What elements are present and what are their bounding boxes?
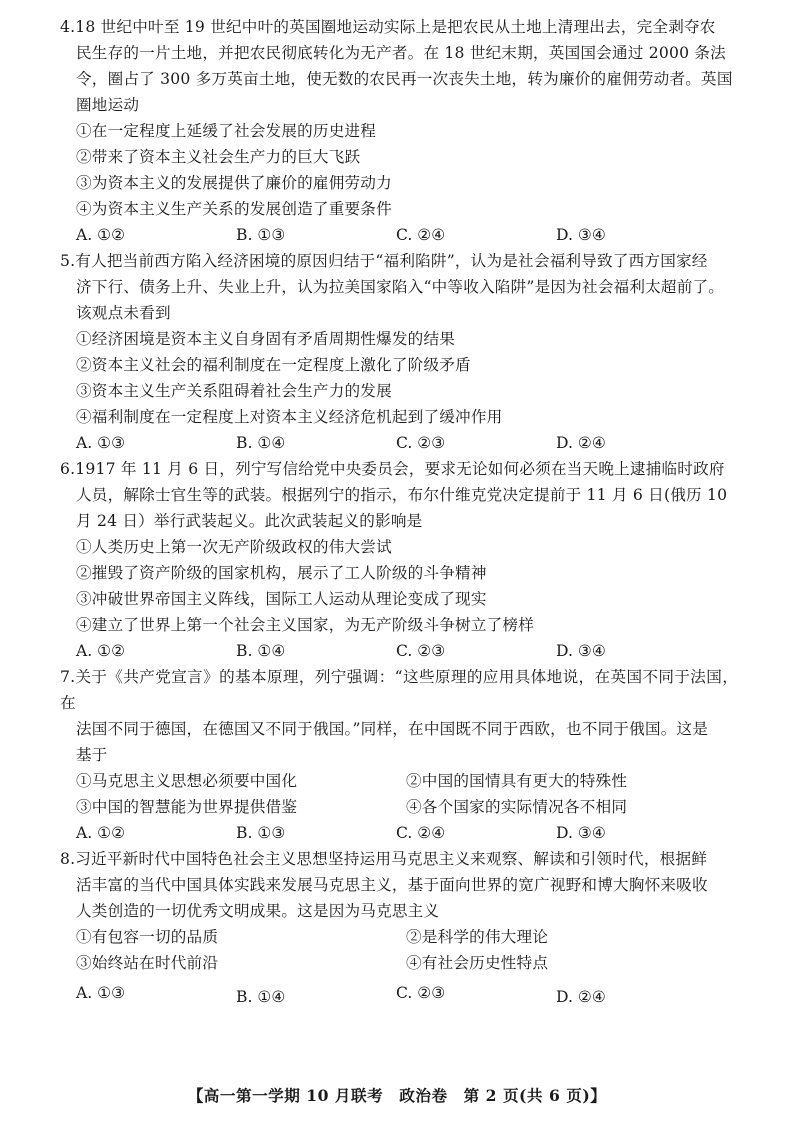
exam-page (60, 14, 738, 1010)
choice-c: C. ②③ (396, 984, 446, 1002)
question-7-option-4: ④各个国家的实际情况各不相同 (406, 798, 628, 816)
question-7-stem-line: 7.关于《共产党宣言》的基本原理，列宁强调：“这些原理的应用具体地说，在英国不同于法国，在 (60, 668, 738, 712)
choice-b: B. ①③ (236, 824, 286, 842)
question-4-stem-line: 圈地运动 (76, 96, 140, 114)
question-8-choices (76, 980, 738, 1010)
question-8-options (76, 924, 738, 976)
choice-c: C. ②④ (396, 824, 446, 842)
choice-a: A. ①② (76, 824, 126, 842)
question-4-stem-line: 4.18 世纪中叶至 19 世纪中叶的英国圈地运动实际上是把农民从土地上清理出去，完全剥夺农 (60, 18, 716, 36)
question-6-option-3: ③冲破世界帝国主义阵线，国际工人运动从理论变成了现实 (76, 590, 487, 608)
choice-a: A. ①② (76, 226, 126, 244)
question-5-stem-line: 济下行、债务上升、失业上升，认为拉美国家陷入“中等收入陷阱”是因为社会福利太超前了。 (76, 278, 725, 296)
question-7-stem-line: 基于 (76, 746, 108, 764)
choice-d: D. ②④ (556, 434, 606, 452)
question-4-stem-line: 令，圈占了 300 多万英亩土地，使无数的农民再一次丧失土地，转为廉价的雇佣劳动者。英国 (76, 70, 733, 88)
choice-c: C. ②③ (396, 434, 446, 452)
choice-c: C. ②④ (396, 226, 446, 244)
question-4-choices (76, 222, 738, 248)
choice-d: D. ③④ (556, 824, 606, 842)
question-5-stem-line: 5.有人把当前西方陷入经济困境的原因归结于“福利陷阱”，认为是社会福利导致了西方国家经 (60, 252, 708, 270)
question-6 (60, 456, 738, 664)
choice-b: B. ①③ (236, 226, 286, 244)
question-4-option-4: ④为资本主义生产关系的发展创造了重要条件 (76, 200, 392, 218)
question-7-choices (76, 820, 738, 846)
question-6-stem-line: 人员，解除士官生等的武装。根据列宁的指示，布尔什维克党决定提前于 11 月 6 日(俄历 10 (76, 486, 728, 504)
question-7-options (76, 768, 738, 820)
question-4-option-3: ③为资本主义的发展提供了廉价的雇佣劳动力 (76, 174, 392, 192)
question-5 (60, 248, 738, 456)
question-8 (60, 846, 738, 1010)
question-6-option-1: ①人类历史上第一次无产阶级政权的伟大尝试 (76, 538, 392, 556)
question-4-option-2: ②带来了资本主义社会生产力的巨大飞跃 (76, 148, 361, 166)
question-5-choices (76, 430, 738, 456)
question-7-option-2: ②中国的国情具有更大的特殊性 (406, 772, 628, 790)
question-7-option-1: ①马克思主义思想必须要中国化 (76, 772, 298, 790)
choice-a: A. ①③ (76, 434, 126, 452)
question-5-option-2: ②资本主义社会的福利制度在一定程度上激化了阶级矛盾 (76, 356, 471, 374)
question-7-stem-line: 法国不同于德国，在德国又不同于俄国。”同样，在中国既不同于西欧，也不同于俄国。这是 (76, 720, 709, 738)
choice-b: B. ①④ (236, 988, 286, 1006)
choice-d: D. ②④ (556, 988, 606, 1006)
choice-d: D. ③④ (556, 642, 606, 660)
question-7 (60, 664, 738, 846)
question-4 (60, 14, 738, 248)
question-8-stem-line: 人类创造的一切优秀文明成果。这是因为马克思主义 (76, 902, 440, 920)
question-4-option-1: ①在一定程度上延缓了社会发展的历史进程 (76, 122, 377, 140)
choice-a: A. ①② (76, 642, 126, 660)
question-6-stem-line: 月 24 日）举行武装起义。此次武装起义的影响是 (76, 512, 423, 530)
question-6-option-2: ②摧毁了资产阶级的国家机构，展示了工人阶级的斗争精神 (76, 564, 487, 582)
question-8-stem-line: 8.习近平新时代中国特色社会主义思想坚持运用马克思主义来观察、解读和引领时代，根据鲜 (60, 850, 708, 868)
question-6-choices (76, 638, 738, 664)
choice-b: B. ①④ (236, 642, 286, 660)
question-8-option-2: ②是科学的伟大理论 (406, 928, 549, 946)
question-8-option-4: ④有社会历史性特点 (406, 954, 549, 972)
page-footer: 【高一第一学期 10 月联考 政治卷 第 2 页(共 6 页)】 (187, 1086, 607, 1105)
question-5-option-4: ④福利制度在一定程度上对资本主义经济危机起到了缓冲作用 (76, 408, 503, 426)
question-5-stem-line: 该观点未看到 (76, 304, 171, 322)
question-5-option-3: ③资本主义生产关系阻碍着社会生产力的发展 (76, 382, 392, 400)
question-6-stem-line: 6.1917 年 11 月 6 日，列宁写信给党中央委员会，要求无论如何必须在当天晚上逮捕临时政府 (60, 460, 725, 478)
choice-c: C. ②③ (396, 642, 446, 660)
question-8-option-1: ①有包容一切的品质 (76, 928, 219, 946)
question-8-option-3: ③始终站在时代前沿 (76, 954, 219, 972)
question-6-option-4: ④建立了世界上第一个社会主义国家，为无产阶级斗争树立了榜样 (76, 616, 535, 634)
choice-a: A. ①③ (76, 984, 126, 1002)
question-4-stem-line: 民生存的一片土地，并把农民彻底转化为无产者。在 18 世纪末期，英国国会通过 2000 条法 (76, 44, 726, 62)
question-8-stem-line: 活丰富的当代中国具体实践来发展马克思主义，基于面向世界的宽广视野和博大胸怀来吸收 (76, 876, 708, 894)
choice-b: B. ①④ (236, 434, 286, 452)
question-7-option-3: ③中国的智慧能为世界提供借鉴 (76, 798, 298, 816)
choice-d: D. ③④ (556, 226, 606, 244)
question-5-option-1: ①经济困境是资本主义自身固有矛盾周期性爆发的结果 (76, 330, 456, 348)
